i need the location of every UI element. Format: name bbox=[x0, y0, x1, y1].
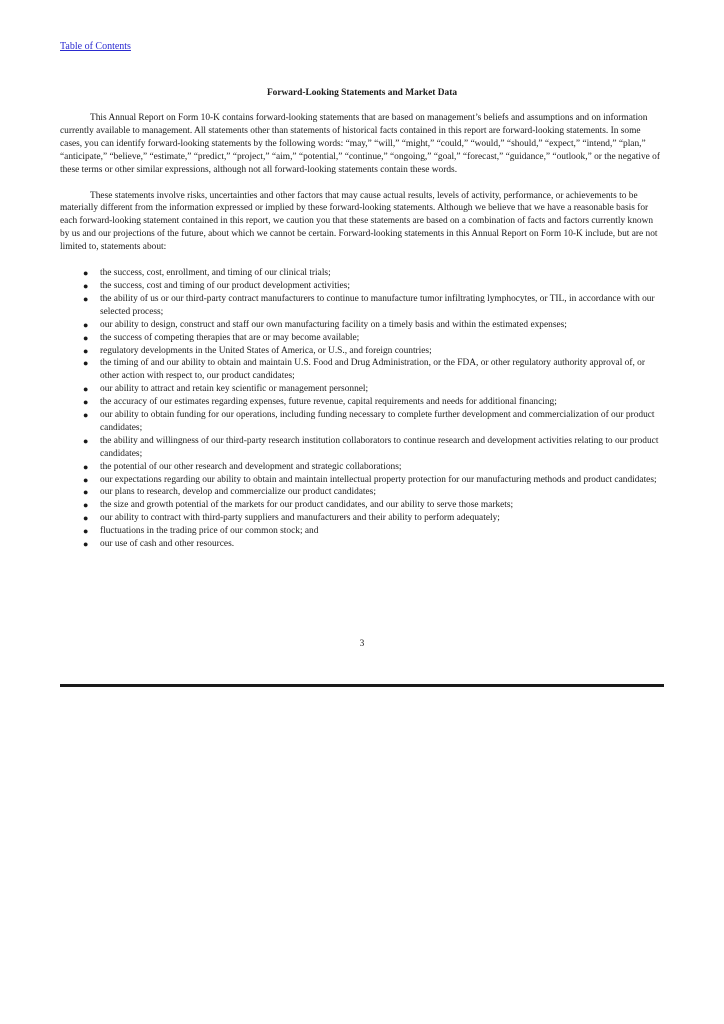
list-item-text: the potential of our other research and development and strategic collaborations; bbox=[100, 461, 402, 472]
list-item bbox=[60, 345, 664, 358]
list-item-text: the success, cost, enrollment, and timing of our clinical trials; bbox=[100, 268, 331, 279]
paragraph-intro: This Annual Report on Form 10-K contains forward-looking statements that are based on management’s beliefs and assumptions and on information currently available to management. All statements other than statements of historical facts contained in this report are forward-looking statements. In some cases, you can identify forward-looking statements by the following words: “may,” “will,” “might,” “could,” “would,” “should,” “expect,” “intend,” “plan,” “anticipate,” “believe,” “estimate,” “predict,” “project,” “aim,” “potential,” “continue,” “ongoing,” “goal,” “forecast,” “guidance,” “outlook,” or the negative of these terms or other similar expressions, although not all forward-looking statements contain these words. bbox=[60, 113, 660, 175]
bullet-list bbox=[60, 267, 664, 551]
list-item bbox=[60, 293, 664, 319]
list-item bbox=[60, 409, 664, 435]
bullet-icon: ● bbox=[83, 345, 89, 356]
bullet-icon: ● bbox=[83, 319, 89, 330]
list-item-text: the ability and willingness of our third-party research institution collaborators to continue research and development activities relating to our product candidates; bbox=[100, 435, 659, 459]
list-item-text: the size and growth potential of the markets for our product candidates, and our ability to serve those markets; bbox=[100, 500, 514, 511]
list-item bbox=[60, 512, 664, 525]
list-item bbox=[60, 332, 664, 345]
bullet-icon: ● bbox=[83, 539, 89, 550]
list-item-text: our ability to attract and retain key scientific or management personnel; bbox=[100, 384, 369, 395]
list-item bbox=[60, 319, 664, 332]
bullet-icon: ● bbox=[83, 397, 89, 408]
list-item-text: our ability to obtain funding for our operations, including funding necessary to complete further development and commercialization of our product candidates; bbox=[100, 410, 655, 433]
bullet-icon: ● bbox=[83, 461, 89, 472]
bullet-icon: ● bbox=[83, 513, 89, 524]
bullet-icon: ● bbox=[83, 526, 89, 537]
list-item-text: our ability to contract with third-party suppliers and manufacturers and their ability to perform adequately; bbox=[100, 513, 500, 524]
list-item bbox=[60, 461, 664, 474]
bullet-icon: ● bbox=[83, 358, 89, 369]
bullet-icon: ● bbox=[83, 293, 89, 304]
list-item-text: regulatory developments in the United States of America, or U.S., and foreign countries; bbox=[100, 345, 432, 356]
bullet-icon: ● bbox=[83, 487, 89, 498]
bullet-icon: ● bbox=[83, 268, 89, 279]
section-title: Forward-Looking Statements and Market Data bbox=[266, 88, 458, 98]
list-item-text: the timing of and our ability to obtain and maintain U.S. Food and Drug Administration, or the FDA, or other regulatory authority approval of, or other action with respect to, our product candidates; bbox=[100, 358, 645, 382]
bullet-icon: ● bbox=[83, 280, 89, 291]
bullet-icon: ● bbox=[83, 435, 89, 446]
list-item bbox=[60, 499, 664, 512]
paragraph-risks: These statements involve risks, uncertainties and other factors that may cause actual results, levels of activity, performance, or achievements to be materially different from the information expressed or implied by these forward-looking statements. Although we believe that we have a reasonable basis for each forward-looking statement contained in this report, we caution you that these statements are based on a combination of facts and factors currently known by us and our projections of the future, about which we cannot be certain. Forward-looking statements in this Annual Report on Form 10-K include, but are not limited to, statements about: bbox=[60, 190, 658, 253]
list-item-text: our expectations regarding our ability to obtain and maintain intellectual property protection for our manufacturing methods and product candidates; bbox=[100, 474, 657, 485]
list-item-text: our use of cash and other resources. bbox=[100, 539, 235, 550]
bullet-icon: ● bbox=[83, 500, 89, 511]
list-item-text: the ability of us or our third-party contract manufacturers to continue to manufacture tumor infiltrating lymphocytes, or TIL, in accordance with our selected process; bbox=[100, 293, 655, 317]
page-divider bbox=[60, 684, 664, 687]
list-item bbox=[60, 267, 664, 280]
table-of-contents-link[interactable]: Table of Contents bbox=[60, 41, 131, 52]
list-item-text: the accuracy of our estimates regarding expenses, future revenue, capital requirements and needs for additional financing; bbox=[100, 397, 557, 408]
list-item-text: our ability to design, construct and staff our own manufacturing facility on a timely basis and within the estimated expenses; bbox=[100, 319, 567, 330]
bullet-icon: ● bbox=[83, 384, 89, 395]
document-body bbox=[60, 88, 664, 551]
list-item bbox=[60, 486, 664, 499]
list-item bbox=[60, 435, 664, 461]
list-item bbox=[60, 383, 664, 396]
bullet-icon: ● bbox=[83, 332, 89, 343]
list-item-text: fluctuations in the trading price of our common stock; and bbox=[100, 526, 319, 537]
list-item bbox=[60, 538, 664, 551]
bullet-icon: ● bbox=[83, 474, 89, 485]
list-item-text: our plans to research, develop and commercialize our product candidates; bbox=[100, 487, 376, 498]
bullet-icon: ● bbox=[83, 410, 89, 421]
list-item bbox=[60, 357, 664, 383]
list-item-text: the success, cost and timing of our product development activities; bbox=[100, 280, 350, 291]
list-item bbox=[60, 525, 664, 538]
list-item bbox=[60, 396, 664, 409]
list-item bbox=[60, 474, 664, 487]
list-item bbox=[60, 280, 664, 293]
page-number: 3 bbox=[359, 639, 365, 649]
list-item-text: the success of competing therapies that are or may become available; bbox=[100, 332, 360, 343]
